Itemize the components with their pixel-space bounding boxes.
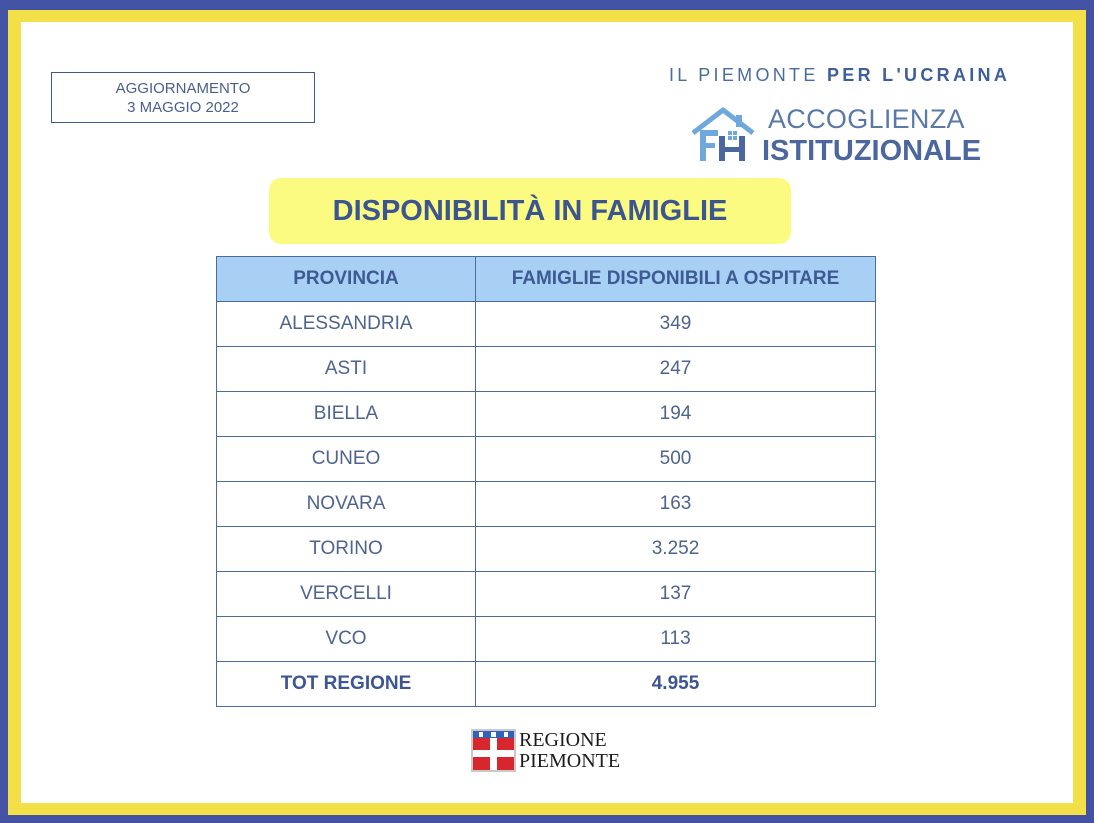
update-date: 3 MAGGIO 2022 (127, 99, 239, 116)
footer-logo-text (519, 730, 620, 772)
cell-provincia: ALESSANDRIA (217, 302, 476, 347)
table-row (217, 572, 876, 617)
cell-famiglie: 247 (476, 347, 876, 392)
header-famiglie: FAMIGLIE DISPONIBILI A OSPITARE (476, 257, 876, 302)
cell-famiglie: 137 (476, 572, 876, 617)
total-label: TOT REGIONE (217, 662, 476, 707)
house-fh-icon (691, 106, 755, 164)
update-label: AGGIORNAMENTO (115, 80, 251, 97)
table-row (217, 392, 876, 437)
table-row (217, 437, 876, 482)
cell-provincia: CUNEO (217, 437, 476, 482)
footer-line1: REGIONE (519, 729, 607, 751)
cell-provincia: ASTI (217, 347, 476, 392)
availability-table (216, 256, 876, 707)
table-header-row (217, 257, 876, 302)
tagline (669, 65, 1039, 86)
footer-line2: PIEMONTE (519, 750, 621, 772)
table-total-row (217, 662, 876, 707)
cell-provincia: VCO (217, 617, 476, 662)
cell-famiglie: 194 (476, 392, 876, 437)
logo-title-line1: ACCOGLIENZA (768, 104, 965, 134)
tagline-regular: IL PIEMONTE (669, 65, 819, 85)
table-row (217, 347, 876, 392)
cell-famiglie: 3.252 (476, 527, 876, 572)
cell-famiglie: 113 (476, 617, 876, 662)
update-date-box (51, 72, 315, 123)
cell-provincia: VERCELLI (217, 572, 476, 617)
cell-provincia: BIELLA (217, 392, 476, 437)
header-provincia: PROVINCIA (217, 257, 476, 302)
total-value: 4.955 (476, 662, 876, 707)
regione-piemonte-logo (471, 729, 621, 775)
cell-famiglie: 349 (476, 302, 876, 347)
table-row (217, 617, 876, 662)
slide-page (21, 22, 1073, 803)
logo-title-line2: ISTITUZIONALE (762, 135, 982, 167)
cell-provincia: TORINO (217, 527, 476, 572)
cell-famiglie: 500 (476, 437, 876, 482)
cell-famiglie: 163 (476, 482, 876, 527)
page-title: DISPONIBILITÀ IN FAMIGLIE (269, 178, 791, 244)
regione-piemonte-emblem-icon (471, 729, 516, 772)
cell-provincia: NOVARA (217, 482, 476, 527)
table-row (217, 527, 876, 572)
table-row (217, 482, 876, 527)
table-row (217, 302, 876, 347)
tagline-bold: PER L'UCRAINA (826, 65, 1011, 85)
